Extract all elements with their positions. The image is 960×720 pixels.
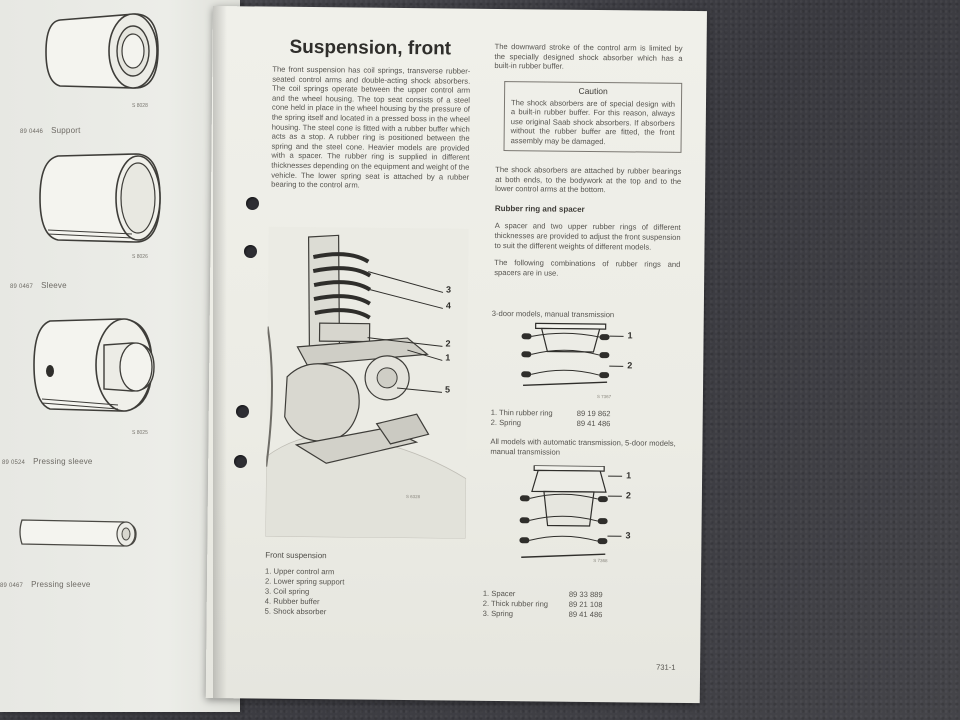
binder-hole <box>234 455 247 468</box>
callout-label: 4 <box>445 300 451 311</box>
image-code: S 8028 <box>132 103 148 109</box>
page-title: Suspension, front <box>289 36 452 60</box>
right-column <box>494 42 682 81</box>
caution-text: The shock absorbers are of special design with a built-in rubber buffer. For this reason, always use original Saab shock absorbers. If absorbers without the rubber buffer are fitted, the front assembly may be damaged. <box>510 97 676 147</box>
page-number: 731-1 <box>656 662 676 672</box>
image-code: S 8026 <box>132 254 148 260</box>
spring-assembly-b-diagram <box>513 465 634 574</box>
callout-label: 3 <box>625 530 631 541</box>
callout-label: 2 <box>627 360 633 371</box>
sleeve-tool-illustration <box>36 150 166 246</box>
legend-row: 3. Spring 89 41 486 <box>482 608 603 620</box>
spring-assembly-a-diagram <box>515 321 636 404</box>
callout-label: 3 <box>445 284 452 295</box>
legend-item: 2. Lower spring support <box>264 576 345 587</box>
shock-text-block <box>494 165 681 287</box>
legend-row: 1. Thin rubber ring 89 19 862 <box>490 407 611 419</box>
figure-code: S 7367 <box>596 394 612 400</box>
legend-row: 2. Thick rubber ring 89 21 108 <box>482 598 603 610</box>
front-suspension-diagram <box>265 227 468 539</box>
shock-text: The shock absorbers are attached by rubber bearings at both ends, to the bodywork at the top and to the lower control arms at the bottom. <box>495 164 682 195</box>
intro-paragraph: The front suspension has coil springs, transverse rubber-seated control arms and double-acting shock absorbers. The coil springs operate between the upper control arm and the wheel housing. The top seat consists of a steel cone held in place in the wheel housing by the pressure of the spring itself and located in a pressed boss in the wheel housing. The steel cone is fitted with a rubber buffer which acts as a stop. A rubber ring is positioned between the spring and the steel cone. Heavier models are provided with a spacer. The rubber ring is supplied in different thicknesses depending on the equipment and weight of the vehicle. The lower spring seat is attached by a rubber bearing to the control arm. <box>271 64 471 190</box>
callout-label: 1 <box>626 470 632 481</box>
caution-box <box>504 81 683 152</box>
callout-label: 1 <box>445 352 451 363</box>
support-tool-illustration <box>40 8 165 98</box>
caption-pressing-sleeve-2: 89 0467 Pressing sleeve <box>0 580 91 589</box>
legend-item: 5. Shock absorber <box>264 606 327 617</box>
figure-code: S 7368 <box>593 558 608 564</box>
front-suspension-legend <box>265 567 456 619</box>
callout-label: 5 <box>444 384 451 395</box>
right-page <box>206 6 707 703</box>
legend-row: 2. Spring 89 41 486 <box>490 417 611 429</box>
fig-b-heading: All models with automatic transmission, 5-door models, manual transmission <box>490 436 676 457</box>
figure-code: S 6328 <box>405 494 421 500</box>
right-intro: The downward stroke of the control arm is limited by the specially designed shock absorber which has a built-in rubber buffer. <box>494 41 683 71</box>
fig-a-heading: 3-door models, manual transmission <box>491 308 615 320</box>
binder-hole <box>246 197 259 210</box>
image-code: S 8025 <box>132 430 148 436</box>
combos-text: The following combinations of rubber rings and spacers are in use. <box>494 258 681 278</box>
intro-column <box>271 65 470 200</box>
caption-pressing-sleeve: 89 0524 Pressing sleeve <box>2 457 93 466</box>
callout-label: 1 <box>627 330 633 341</box>
rubber-heading: Rubber ring and spacer <box>494 203 585 214</box>
rubber-text: A spacer and two upper rubber rings of different thicknesses are provided to adjust the front suspension to suit the different weights of different models. <box>494 221 681 252</box>
caution-title: Caution <box>578 85 608 97</box>
caption-sleeve: 89 0467 Sleeve <box>10 281 67 290</box>
caption-support: 89 0446 Support <box>20 126 81 135</box>
legend-item: 4. Rubber buffer <box>264 596 320 607</box>
callout-label: 2 <box>445 338 451 349</box>
pressing-sleeve-illustration <box>30 315 162 415</box>
binder-hole <box>236 405 249 418</box>
left-page <box>0 0 240 712</box>
front-suspension-caption: Front suspension <box>265 550 327 561</box>
legend-item: 1. Upper control arm <box>265 566 335 577</box>
legend-item: 3. Coil spring <box>264 586 310 597</box>
spine-shadow <box>213 6 227 698</box>
callout-label: 2 <box>625 490 631 501</box>
legend-row: 1. Spacer 89 33 889 <box>482 588 603 600</box>
small-pressing-sleeve-illustration <box>16 516 138 552</box>
binder-hole <box>244 245 257 258</box>
